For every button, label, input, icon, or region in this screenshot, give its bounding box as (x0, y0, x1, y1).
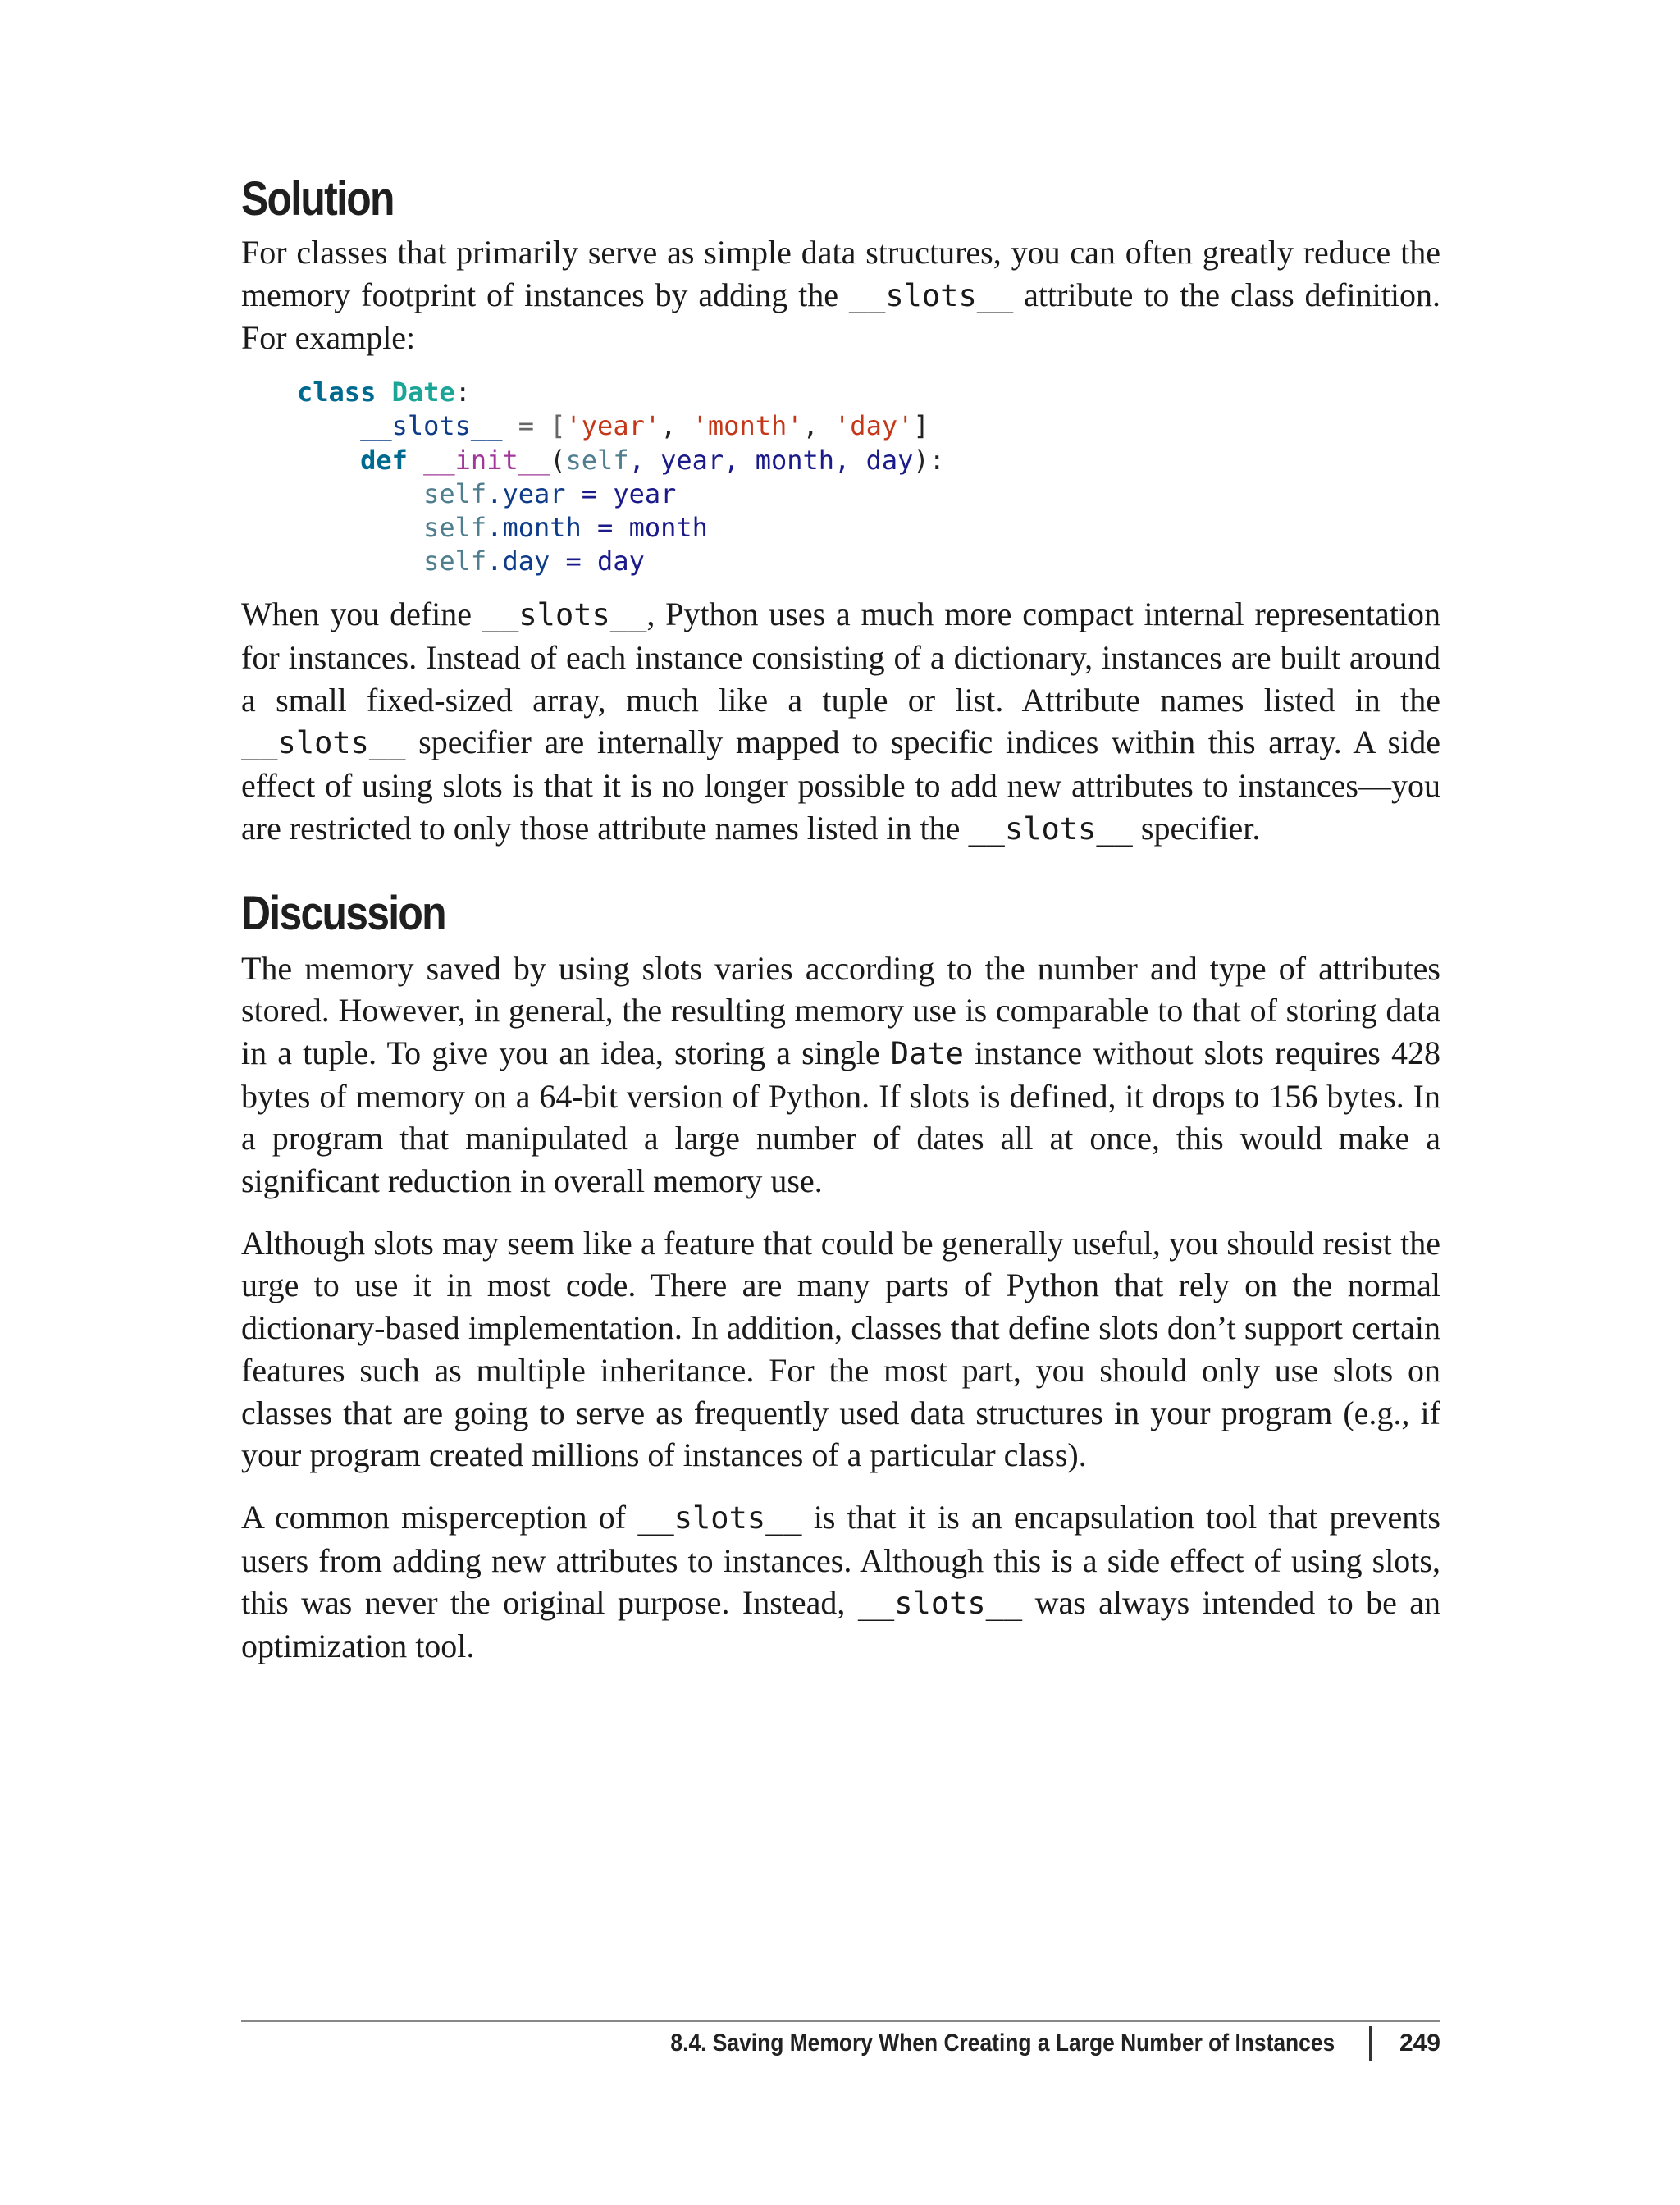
code-string-day: 'day' (834, 410, 914, 442)
code-attr-month: .month (486, 511, 582, 543)
code-assign-day: = day (550, 546, 645, 578)
code-keyword-def: def (360, 444, 408, 476)
intro-text-2: attribute to the class definition. For example: (241, 276, 1440, 357)
inline-code-slots: __slots__ (637, 1500, 802, 1536)
disc-p1-text-1: The memory saved by using slots varies according to the number and type of attributes stored. However, in general, the resulting memory use is comparable to that of storing data in a tuple. To give you an idea, storing a single (241, 949, 1440, 1071)
disc-p3-text-2: is that it is an encapsulation tool that prevents users from adding new attributes to instances. Although this is a side effect of using slots, this was never the original purpose. Instead, (241, 1498, 1440, 1622)
page-footer (580, 2026, 1440, 2061)
code-block (241, 376, 1440, 578)
code-string-month: 'month' (692, 410, 803, 442)
code-paren-open: ( (550, 444, 566, 476)
code-slots-assign: = [ (502, 410, 566, 442)
solution-heading: Solution (241, 172, 394, 226)
para2-text-2: , Python uses a much more compact internal representation for instances. Instead of each instance consisting of a dictionary, instances are built around a small fixed-sized array, much like a tuple or list. Attribute names listed in the (241, 596, 1441, 719)
solution-intro-paragraph (241, 231, 1440, 359)
code-self-day: self (423, 546, 487, 578)
code-assign-month: = month (581, 511, 708, 543)
para2-text-3: specifier are internally mapped to specific indices within this array. A side effect of using slots is that it is no longer possible to add new attributes to instances—you are restricted to only those attribute names listed in the (241, 724, 1440, 847)
code-self-month: self (423, 511, 487, 543)
page-content (241, 164, 1440, 1668)
code-comma-2: , (802, 410, 835, 442)
para2-text-4: specifier. (1132, 809, 1261, 847)
discussion-paragraph-2: Although slots may seem like a feature that could be generally useful, you should resist the urge to use it in most code. There are many parts of Python that rely on the normal dictionary-based implementation. In addition, classes that define slots don’t support certain features such as multiple inheritance. For the most part, you should only use slots on classes that are going to serve as frequently used data structures in your program (e.g., if your program created millions of instances of a particular class). (241, 1224, 1440, 1474)
code-keyword-class: class (297, 377, 377, 409)
code-comma-1: , (660, 410, 692, 442)
code-init-name: __init__ (423, 444, 550, 476)
discussion-paragraph-3 (241, 1496, 1440, 1668)
inline-code-date: Date (890, 1035, 964, 1071)
inline-code-slots: __slots__ (857, 1586, 1023, 1622)
intro-text-1: For classes that primarily serve as simple data structures, you can often greatly reduce the memory footprint of instances by adding the (241, 234, 1440, 313)
code-self-year: self (423, 477, 487, 509)
discussion-paragraph-1 (241, 947, 1440, 1203)
code-string-year: 'year' (565, 410, 661, 442)
disc-p1-text-2: instance without slots requires 428 bytes of memory on a 64-bit version of Python. If slots is defined, it drops to 156 bytes. In a program that manipulated a large number of dates all at once, this would make a significant reduction in overall memory use. (241, 1034, 1440, 1200)
inline-code-slots: __slots__ (848, 277, 1014, 313)
code-self-arg: self (565, 444, 629, 476)
code-colon: : (454, 377, 471, 409)
footer-divider (241, 2020, 1440, 2022)
footer-separator (1369, 2026, 1372, 2061)
inline-code-slots: __slots__ (241, 725, 406, 761)
code-attr-day: .day (486, 546, 550, 578)
page-number: 249 (1399, 2029, 1440, 2057)
code-args-rest: , year, month, day (628, 444, 914, 476)
discussion-heading: Discussion (241, 886, 445, 940)
para2-text-1: When you define (241, 596, 482, 633)
inline-code-slots: __slots__ (968, 810, 1133, 847)
code-args-close: ): (913, 444, 945, 476)
footer-section-title: 8.4. Saving Memory When Creating a Large Number of Instances (670, 2029, 1335, 2057)
code-close-bracket: ] (913, 410, 929, 442)
inline-code-slots: __slots__ (482, 597, 647, 633)
slots-explanation-paragraph (241, 593, 1440, 850)
code-class-name: Date (391, 377, 455, 409)
code-attr-year: .year (486, 477, 566, 509)
code-assign-year: = year (565, 477, 677, 509)
disc-p3-text-1: A common misperception of (241, 1498, 638, 1536)
code-slots-name: __slots__ (360, 410, 503, 442)
disc-p3-text-3: was always intended to be an optimization tool. (241, 1584, 1440, 1665)
